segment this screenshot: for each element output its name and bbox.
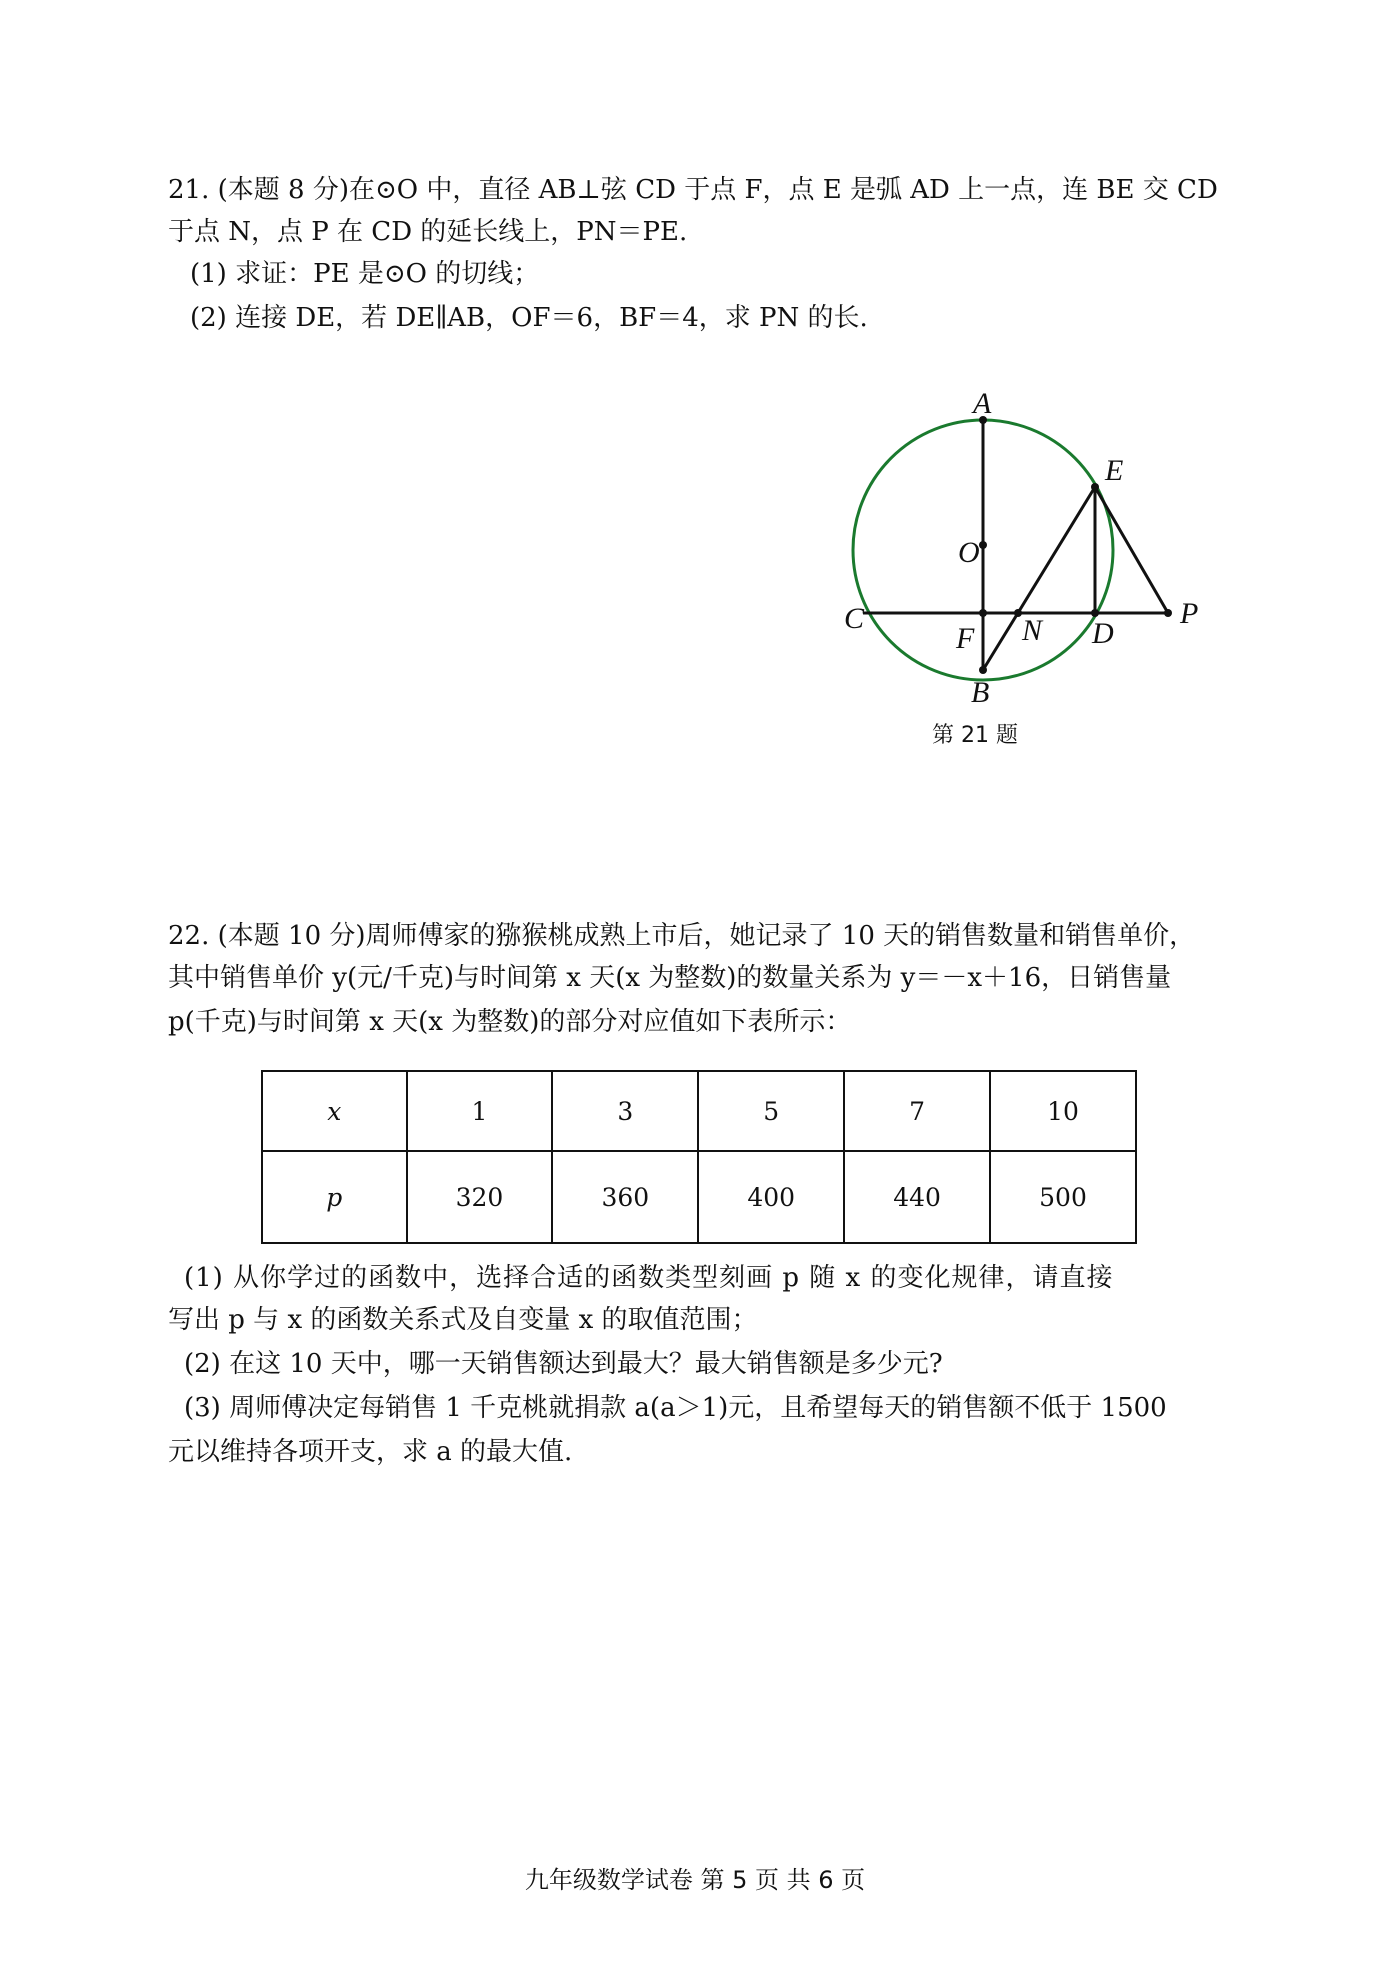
table-cell-p-1: 320 [407,1151,553,1243]
label-o: O [958,536,980,569]
point-f [979,609,987,617]
table-cell-x-5: 10 [990,1071,1136,1151]
q22-line-2: 其中销售单价 y(元/千克)与时间第 x 天(x 为整数)的数量关系为 y＝－x＋16，日销售量 [168,963,1172,993]
point-d [1091,609,1099,617]
q21-line-1: 21. (本题 8 分)在⊙O 中，直径 AB⊥弦 CD 于点 F，点 E 是弧 AD 上一点，连 BE 交 CD [168,175,1218,205]
q22-subquestion-1-line-1: (1) 从你学过的函数中，选择合适的函数类型刻画 p 随 x 的变化规律，请直接 [184,1263,1114,1293]
point-n [1014,609,1022,617]
figure-caption: 第 21 题 [932,723,1018,748]
label-d: D [1092,617,1114,650]
q22-subquestion-1-line-2: 写出 p 与 x 的函数关系式及自变量 x 的取值范围； [168,1305,758,1335]
point-e [1091,483,1099,491]
q22-line-1: 22. (本题 10 分)周师傅家的猕猴桃成熟上市后，她记录了 10 天的销售数量和销售单价， [168,921,1196,951]
label-b: B [971,676,990,705]
q22-data-table [261,1070,1137,1244]
point-p [1164,609,1172,617]
table-row-x [262,1071,1136,1151]
label-p: P [1180,597,1199,630]
table-cell-p-2: 360 [552,1151,698,1243]
label-a: A [973,387,992,420]
table-header-p: p [262,1151,407,1243]
q21-geometry-figure [830,375,1250,705]
q22-subquestion-3-line-2: 元以维持各项开支，求 a 的最大值. [168,1437,573,1467]
label-e: E [1105,454,1124,487]
label-c: C [844,602,865,635]
table-row-p [262,1151,1136,1243]
label-f: F [956,622,975,655]
point-o [979,541,987,549]
table-header-x: x [262,1071,407,1151]
q22-subquestion-2: (2) 在这 10 天中，哪一天销售额达到最大？最大销售额是多少元? [184,1349,943,1379]
q22-line-3: p(千克)与时间第 x 天(x 为整数)的部分对应值如下表所示： [168,1007,852,1037]
table-cell-x-4: 7 [844,1071,990,1151]
table-cell-x-2: 3 [552,1071,698,1151]
q21-subquestion-1: (1) 求证：PE 是⊙O 的切线； [190,259,540,289]
table-cell-p-3: 400 [698,1151,844,1243]
q21-line-2: 于点 N，点 P 在 CD 的延长线上，PN＝PE. [168,217,688,247]
point-b [979,666,987,674]
page-footer: 九年级数学试卷 第 5 页 共 6 页 [524,1866,866,1894]
label-n: N [1022,614,1043,647]
table-cell-x-3: 5 [698,1071,844,1151]
table-cell-p-5: 500 [990,1151,1136,1243]
q21-subquestion-2: (2) 连接 DE，若 DE∥AB，OF＝6，BF＝4，求 PN 的长. [190,303,868,333]
q22-subquestion-3-line-1: (3) 周师傅决定每销售 1 千克桃就捐款 a(a＞1)元，且希望每天的销售额不低于 1500 [184,1393,1167,1423]
table-cell-x-1: 1 [407,1071,553,1151]
table-cell-p-4: 440 [844,1151,990,1243]
